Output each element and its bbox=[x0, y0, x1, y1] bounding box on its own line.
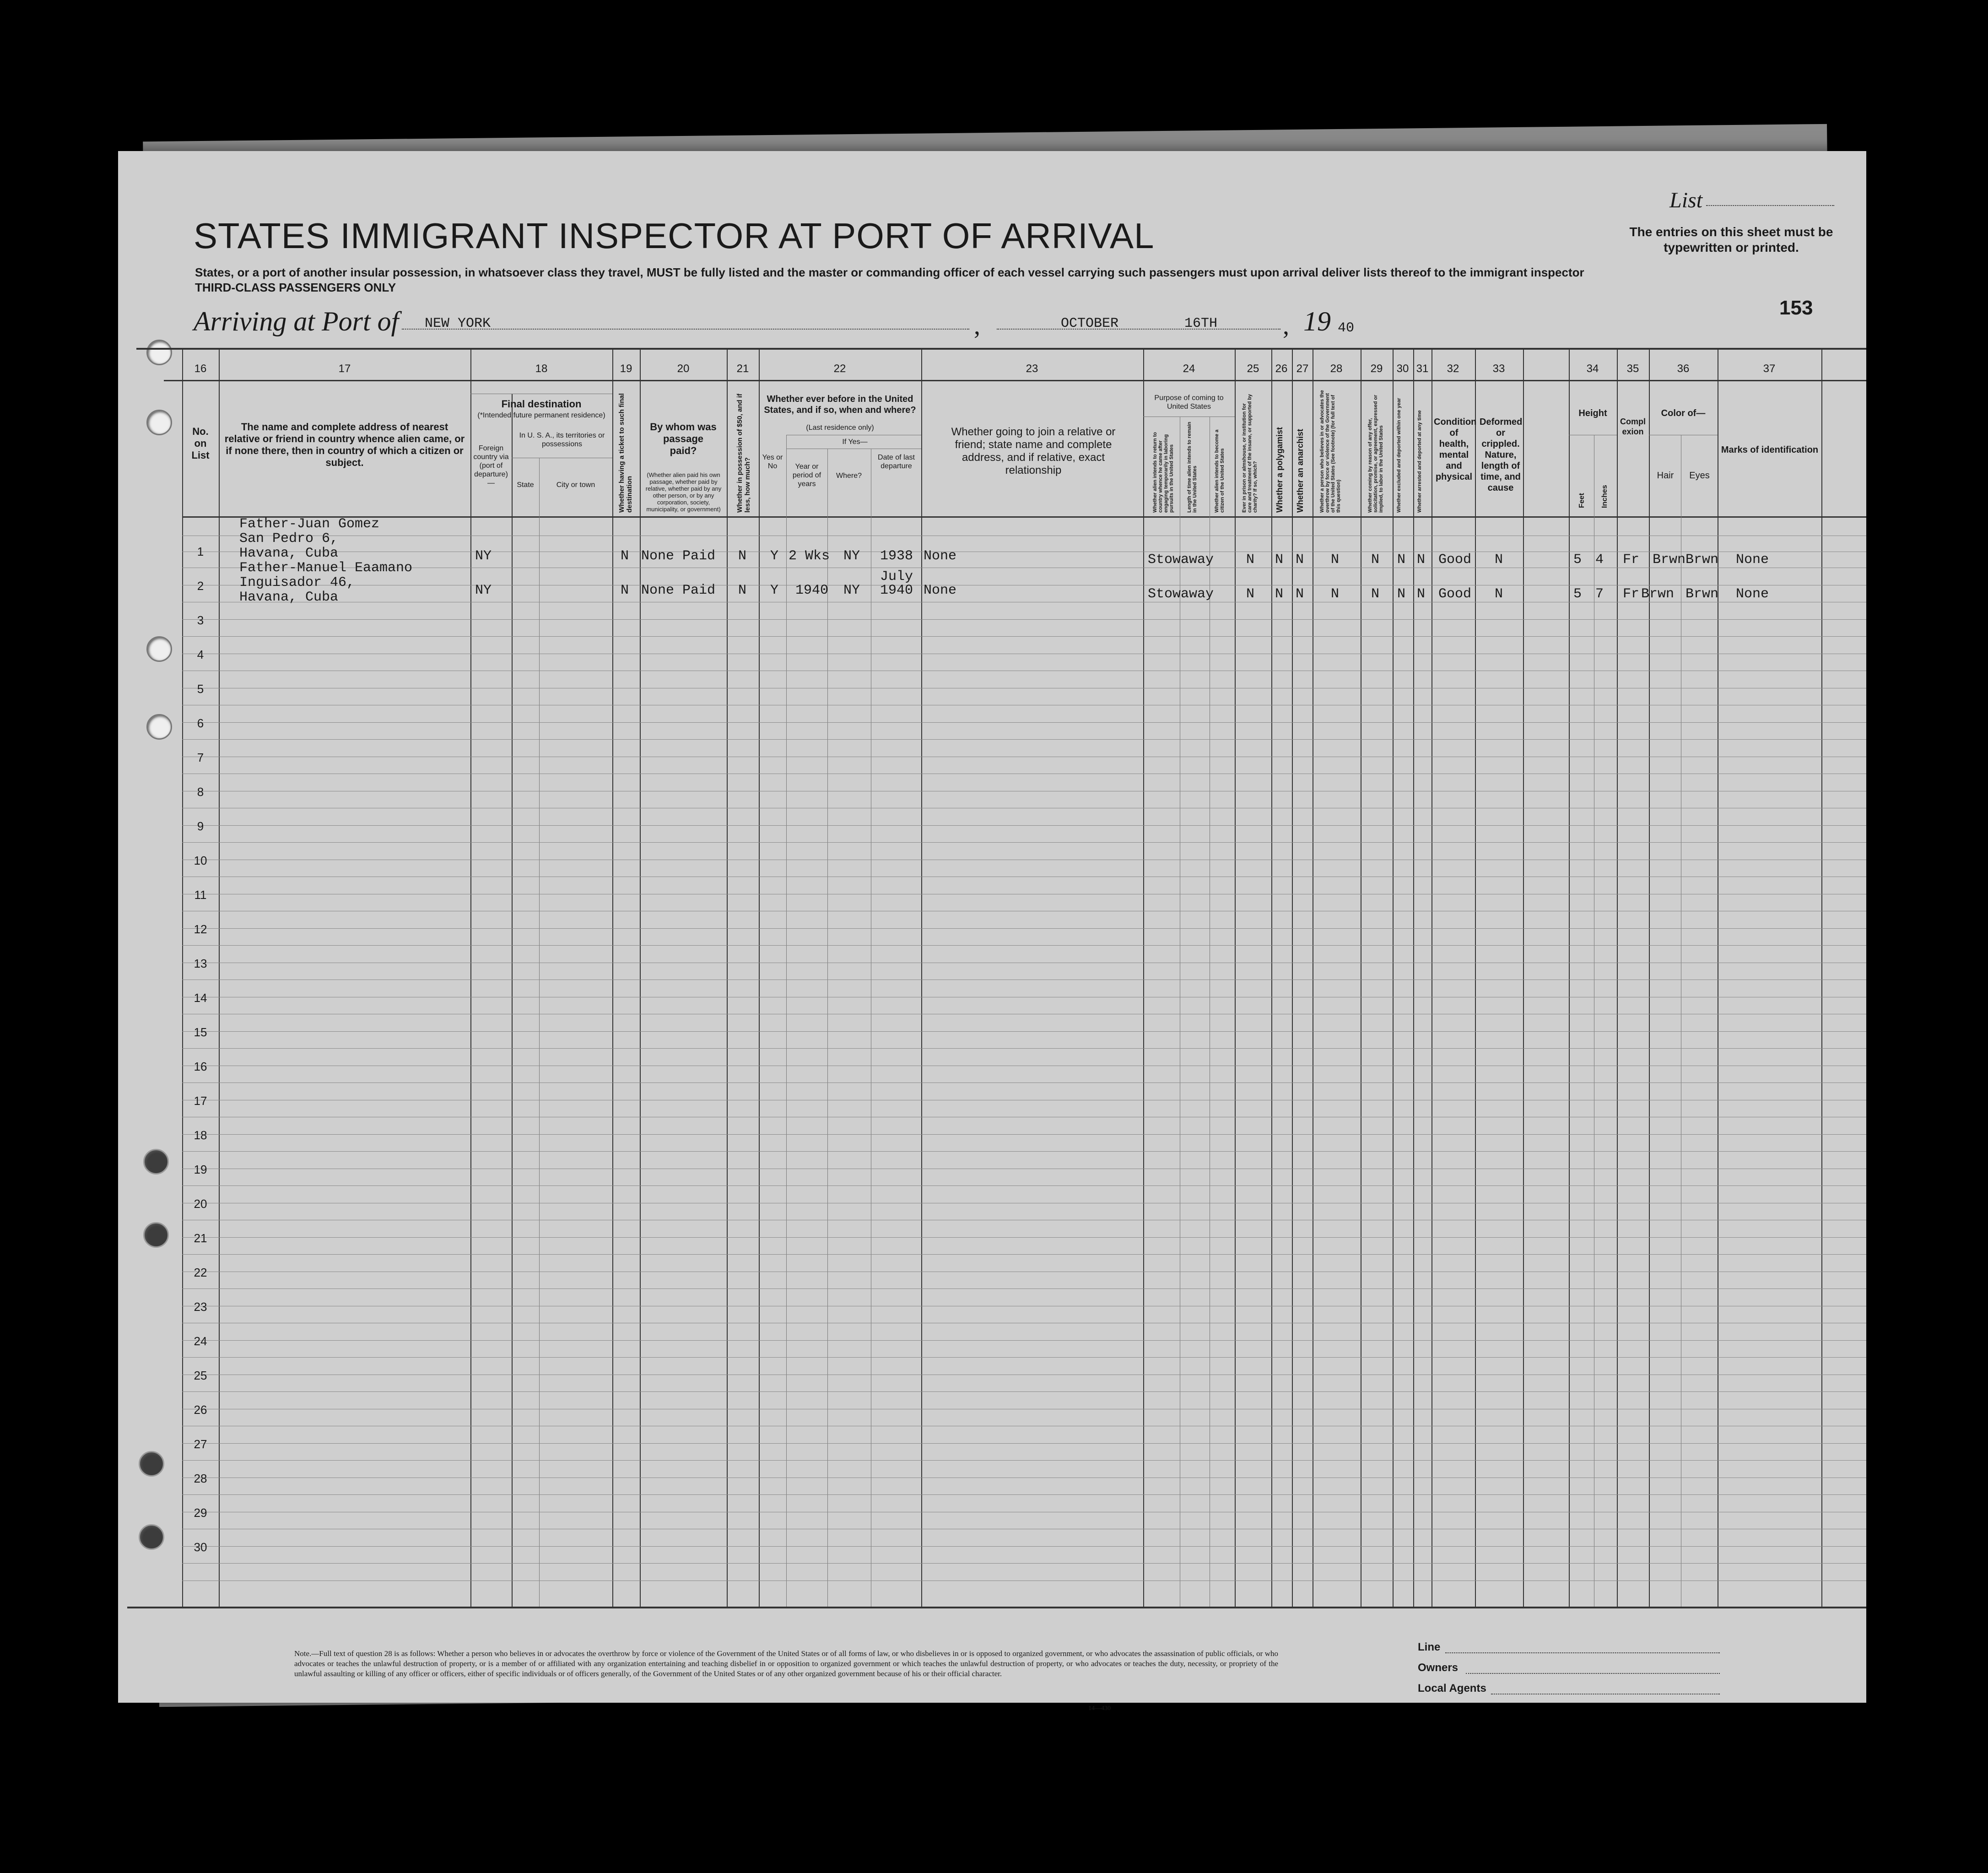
column-rule bbox=[219, 348, 220, 1607]
row-rule bbox=[182, 636, 1866, 637]
owners-field bbox=[1466, 1673, 1720, 1674]
column-number: 27 bbox=[1296, 363, 1309, 375]
row-number: 8 bbox=[197, 785, 204, 799]
row-number: 11 bbox=[194, 888, 207, 902]
footnote: Note.—Full text of question 28 is as follows: Whether a person who believes in or advocates the overthrow by force or violence of the Government of the United States or of all forms of law, or who disbelieves in or is opposed to organized government, or who advocates the assassination of public officials, or who advocates or teaches the unlawful destruction of property, or is a member of or affiliated with any organization entertaining and teaching disbelief in or opposition to organized government or which teaches the unlawful destruction of property, or who advocates or teaches the duty, necessity, or propriety of the unlawful assaulting or killing of any officer or officers, either of specific individuals or of officers generally, of the Government of the United States or of any other organized government because of his or their official character. bbox=[294, 1649, 1278, 1678]
entry-overthrow: N bbox=[1331, 552, 1340, 568]
separator: , bbox=[974, 312, 980, 340]
row-number: 24 bbox=[194, 1334, 207, 1348]
column-number: 20 bbox=[677, 363, 690, 375]
entry-relative-name: Father-Manuel Eaamano bbox=[239, 560, 413, 576]
header-passage-note: (Whether alien paid his own passage, whether paid by relative, whether paid by any other person, or by any corporation, society, municipality, or government) bbox=[645, 471, 722, 513]
column-number: 30 bbox=[1396, 363, 1409, 375]
header-passage-paid: By whom was passage paid? bbox=[650, 421, 717, 456]
row-rule bbox=[182, 1357, 1866, 1358]
row-rule bbox=[182, 1563, 1866, 1564]
entry-ticket: N bbox=[621, 583, 629, 598]
column-number-rule bbox=[164, 380, 1866, 381]
binder-hole bbox=[143, 1149, 169, 1175]
entry-passage-paid: None Paid bbox=[641, 548, 716, 564]
row-rule bbox=[182, 1340, 1866, 1341]
column-number: 19 bbox=[620, 363, 632, 375]
line-field bbox=[1445, 1652, 1720, 1653]
column-rule bbox=[1393, 348, 1394, 1607]
row-number: 20 bbox=[194, 1197, 207, 1211]
row-rule bbox=[182, 1443, 1866, 1444]
entry-inches: 4 bbox=[1595, 552, 1604, 568]
column-number: 32 bbox=[1447, 363, 1459, 375]
entry-period: 1940 bbox=[795, 583, 829, 598]
binder-hole bbox=[146, 410, 172, 435]
entry-marks: None bbox=[1736, 586, 1769, 602]
row-number: 5 bbox=[197, 682, 204, 696]
header-date-departure: Date of last departure bbox=[878, 454, 915, 470]
header-period: Year or period of years bbox=[792, 463, 821, 488]
column-rule bbox=[1413, 348, 1414, 1607]
header-marks: Marks of identification bbox=[1721, 445, 1819, 455]
entry-labor-offer: N bbox=[1371, 552, 1380, 568]
entry-prison: N bbox=[1246, 586, 1255, 602]
row-number: 28 bbox=[194, 1472, 207, 1485]
header-ever-before-note: (Last residence only) bbox=[806, 424, 874, 432]
column-rule bbox=[1143, 348, 1144, 1607]
entry-relative-address: Inguisador 46, bbox=[239, 575, 355, 590]
port-value: NEW YORK bbox=[425, 316, 491, 331]
header-joining: Whether going to join a relative or friend; state name and complete address, and if relative, exact relationship bbox=[951, 426, 1116, 476]
header-final-destination: Final destination bbox=[501, 398, 582, 410]
entry-hair: Brwn bbox=[1641, 586, 1675, 602]
column-rule bbox=[1523, 348, 1524, 1607]
entry-relative-name: Father-Juan Gomez bbox=[239, 516, 380, 532]
form-code: 14—430 bbox=[1088, 1705, 1111, 1712]
list-number-line bbox=[1706, 205, 1834, 206]
page-title: STATES IMMIGRANT INSPECTOR AT PORT OF ARRIVAL bbox=[194, 216, 1155, 256]
column-rule bbox=[512, 394, 513, 1607]
row-rule bbox=[182, 1391, 1866, 1392]
date-line bbox=[997, 329, 1280, 330]
column-rule bbox=[1475, 348, 1476, 1607]
entry-eyes: Brwn bbox=[1685, 552, 1719, 568]
header-nearest-relative: The name and complete address of nearest relative or friend in country whence alien came, or if none there, then in country of which a citizen or subject. bbox=[224, 421, 465, 468]
entry-relative-city: Havana, Cuba bbox=[239, 546, 339, 561]
row-number: 17 bbox=[194, 1094, 207, 1108]
entry-passage-paid: None Paid bbox=[641, 583, 716, 598]
row-number: 25 bbox=[194, 1369, 207, 1382]
column-rule bbox=[1235, 348, 1236, 1607]
row-rule bbox=[182, 1134, 1866, 1135]
row-rule bbox=[182, 825, 1866, 826]
entry-fifty-dollars: N bbox=[738, 583, 747, 598]
entry-joining: None bbox=[924, 583, 957, 598]
column-rule bbox=[1569, 348, 1570, 1607]
binder-hole bbox=[143, 1222, 169, 1248]
header-purpose-return: Whether alien intends to return to country whence he came after engaging temporarily in laboring pursuits in the United States bbox=[1152, 432, 1174, 513]
header-no-on-list: No. on List bbox=[191, 426, 210, 461]
column-number: 24 bbox=[1183, 363, 1195, 375]
column-number: 23 bbox=[1026, 363, 1038, 375]
header-eyes: Eyes bbox=[1689, 471, 1710, 481]
entry-deformed: N bbox=[1495, 552, 1503, 568]
entry-feet: 5 bbox=[1573, 552, 1582, 568]
row-rule bbox=[182, 1254, 1866, 1255]
header-hair: Hair bbox=[1657, 471, 1674, 481]
row-number: 30 bbox=[194, 1540, 207, 1554]
column-number: 33 bbox=[1492, 363, 1505, 375]
header-yes-no: Yes or No bbox=[762, 454, 783, 470]
entry-purpose: Stowaway bbox=[1148, 552, 1214, 568]
class-note: THIRD-CLASS PASSENGERS ONLY bbox=[195, 281, 396, 294]
binder-hole bbox=[139, 1451, 164, 1477]
binder-hole bbox=[146, 340, 172, 365]
row-number: 9 bbox=[197, 819, 204, 833]
entry-eyes: Brwn bbox=[1685, 586, 1719, 602]
entry-polygamist: N bbox=[1275, 586, 1284, 602]
column-number: 28 bbox=[1330, 363, 1343, 375]
entry-prison: N bbox=[1246, 552, 1255, 568]
column-rule bbox=[182, 348, 183, 1607]
binder-hole bbox=[146, 636, 172, 662]
row-rule bbox=[182, 1546, 1866, 1547]
year-prefix: 19 bbox=[1303, 306, 1331, 336]
row-rule bbox=[182, 619, 1866, 620]
row-number: 6 bbox=[197, 716, 204, 730]
header-purpose-length: Length of time alien intends to remain in the United States bbox=[1187, 422, 1198, 513]
header-excluded: Whether excluded and deported within one year bbox=[1396, 398, 1402, 513]
column-rule bbox=[470, 348, 471, 1607]
entry-health: Good bbox=[1438, 586, 1472, 602]
entry-relative-city: Havana, Cuba bbox=[239, 590, 339, 605]
manifest-sheet bbox=[118, 151, 1866, 1712]
entry-feet: 5 bbox=[1573, 586, 1582, 602]
header-city: City or town bbox=[556, 481, 595, 489]
entry-complexion: Fr bbox=[1623, 552, 1640, 568]
year-suffix: 40 bbox=[1338, 320, 1355, 336]
instructions-text: States, or a port of another insular possession, in whatsoever class they travel, MUST be fully listed and the master or commanding officer of each vessel carrying such passengers must upon arrival deliver lists thereof to the immigrant inspector bbox=[195, 265, 1584, 279]
entry-purpose: Stowaway bbox=[1148, 586, 1214, 602]
row-rule bbox=[182, 1288, 1866, 1289]
column-number: 18 bbox=[535, 363, 548, 375]
column-rule bbox=[1617, 348, 1618, 1607]
row-rule bbox=[182, 928, 1866, 929]
entry-anarchist: N bbox=[1296, 586, 1304, 602]
entry-health: Good bbox=[1438, 552, 1472, 568]
column-rule bbox=[539, 458, 540, 1607]
header-inches: Inches bbox=[1601, 485, 1609, 508]
header-health: Condition of health, mental and physical bbox=[1434, 417, 1477, 482]
row-number: 23 bbox=[194, 1300, 207, 1314]
list-label: List bbox=[1669, 188, 1703, 212]
entry-ever-before: Y bbox=[770, 548, 779, 564]
header-overthrow: Whether a person who believes in or advocates the overthrow by force or violence of the Government of the United States (See footnote) (for full text of this question) bbox=[1319, 390, 1341, 513]
column-number: 26 bbox=[1275, 363, 1288, 375]
header-deformed: Deformed or crippled. Nature, length of time, and cause bbox=[1480, 417, 1523, 493]
binder-hole bbox=[139, 1524, 164, 1550]
header-prison: Ever in prison or almshouse, or institution for care and treatment of the insane, or supported by charity? If so, which? bbox=[1242, 394, 1258, 513]
page-number: 153 bbox=[1779, 297, 1813, 319]
entry-excluded: N bbox=[1397, 586, 1406, 602]
table-top-rule bbox=[136, 348, 1866, 350]
column-number: 22 bbox=[833, 363, 846, 375]
header-feet: Feet bbox=[1578, 493, 1586, 508]
entry-foreign-country: NY bbox=[475, 548, 492, 564]
row-rule bbox=[182, 1237, 1866, 1238]
row-number: 18 bbox=[194, 1128, 207, 1142]
header-purpose: Purpose of coming to United States bbox=[1154, 394, 1224, 411]
header-polygamist: Whether a polygamist bbox=[1275, 427, 1284, 513]
day-value: 16TH bbox=[1184, 316, 1218, 331]
entry-where: NY bbox=[843, 583, 860, 598]
month-value: OCTOBER bbox=[1061, 316, 1119, 331]
column-number: 31 bbox=[1416, 363, 1429, 375]
entry-ticket: N bbox=[621, 548, 629, 564]
column-number: 37 bbox=[1763, 363, 1776, 375]
row-number: 13 bbox=[194, 957, 207, 970]
column-number: 29 bbox=[1370, 363, 1383, 375]
column-number: 16 bbox=[194, 363, 207, 375]
row-rule bbox=[182, 1460, 1866, 1461]
entry-marks: None bbox=[1736, 552, 1769, 568]
row-number: 29 bbox=[194, 1506, 207, 1520]
header-color-of: Color of— bbox=[1661, 408, 1706, 418]
arriving-label: Arriving at Port of bbox=[194, 306, 399, 336]
entry-overthrow: N bbox=[1331, 586, 1340, 602]
row-number: 1 bbox=[197, 545, 204, 558]
entry-where: NY bbox=[843, 548, 860, 564]
header-where: Where? bbox=[836, 472, 862, 480]
column-rule bbox=[1271, 348, 1272, 1607]
header-ticket: Whether having a ticket to such final destination bbox=[618, 393, 633, 513]
entry-deported: N bbox=[1417, 552, 1426, 568]
binder-hole bbox=[146, 714, 172, 740]
header-anarchist: Whether an anarchist bbox=[1296, 428, 1305, 513]
entry-polygamist: N bbox=[1275, 552, 1284, 568]
entry-deported: N bbox=[1417, 586, 1426, 602]
entry-departure-month: July bbox=[880, 569, 913, 585]
header-deported: Whether arrested and deported at any time bbox=[1417, 410, 1422, 513]
header-complexion: Complexion bbox=[1620, 417, 1646, 436]
row-number: 2 bbox=[197, 579, 204, 593]
header-if-yes: If Yes— bbox=[842, 438, 868, 446]
column-rule bbox=[759, 348, 760, 1607]
row-number: 26 bbox=[194, 1403, 207, 1417]
row-number: 12 bbox=[194, 922, 207, 936]
row-number: 7 bbox=[197, 751, 204, 764]
column-rule bbox=[827, 449, 828, 1607]
separator: , bbox=[1283, 312, 1289, 340]
table-bottom-rule bbox=[127, 1607, 1866, 1608]
header-ever-before: Whether ever before in the United States, and if so, when and where? bbox=[764, 394, 916, 415]
entry-complexion: Fr bbox=[1623, 586, 1640, 602]
header-bottom-rule bbox=[182, 516, 1866, 518]
header-labor-offer: Whether coming by reason of any offer, solicitation, promise, or agreement, expressed or implied, to labor in the United States bbox=[1367, 395, 1384, 513]
column-number: 36 bbox=[1677, 363, 1690, 375]
header-purpose-citizen: Whether alien intends to become a citizen of the United States bbox=[1214, 429, 1225, 513]
header-final-destination-note: (*Intended future permanent residence) bbox=[477, 411, 605, 419]
entry-foreign-country: NY bbox=[475, 583, 492, 598]
entry-joining: None bbox=[924, 548, 957, 564]
entry-departure-year: 1938 bbox=[880, 548, 913, 564]
row-rule bbox=[182, 1494, 1866, 1495]
column-rule bbox=[612, 348, 613, 1607]
column-number: 17 bbox=[338, 363, 351, 375]
row-number: 27 bbox=[194, 1437, 207, 1451]
header-state: State bbox=[517, 481, 534, 489]
owners-label: Owners bbox=[1418, 1662, 1459, 1674]
row-number: 3 bbox=[197, 613, 204, 627]
column-number: 21 bbox=[736, 363, 749, 375]
entry-departure-year: 1940 bbox=[880, 583, 913, 598]
entry-labor-offer: N bbox=[1371, 586, 1380, 602]
row-rule bbox=[182, 739, 1866, 740]
row-number: 14 bbox=[194, 991, 207, 1005]
header-height: Height bbox=[1578, 408, 1607, 418]
row-number: 15 bbox=[194, 1025, 207, 1039]
column-rule bbox=[1292, 348, 1293, 1607]
column-number: 35 bbox=[1626, 363, 1639, 375]
row-rule bbox=[182, 1031, 1866, 1032]
entry-period: 2 Wks bbox=[789, 548, 830, 564]
row-rule bbox=[182, 842, 1866, 843]
row-number: 10 bbox=[194, 854, 207, 867]
entry-ever-before: Y bbox=[770, 583, 779, 598]
column-rule bbox=[921, 348, 922, 1607]
column-number: 34 bbox=[1586, 363, 1599, 375]
header-in-usa: In U. S. A., its territories or possessions bbox=[519, 432, 605, 448]
row-number: 16 bbox=[194, 1060, 207, 1073]
row-rule bbox=[182, 1048, 1866, 1049]
entries-note: The entries on this sheet must be typewritten or printed. bbox=[1629, 225, 1833, 254]
column-rule bbox=[1649, 348, 1650, 1607]
local-agents-label: Local Agents bbox=[1418, 1682, 1486, 1694]
column-rule bbox=[1821, 348, 1822, 1607]
row-number: 19 bbox=[194, 1163, 207, 1176]
entry-inches: 7 bbox=[1595, 586, 1604, 602]
row-number: 4 bbox=[197, 648, 204, 661]
row-number: 22 bbox=[194, 1266, 207, 1279]
entry-excluded: N bbox=[1397, 552, 1406, 568]
header-fifty-dollars: Whether in possession of $50, and if less, how much? bbox=[736, 393, 751, 513]
line-label: Line bbox=[1418, 1641, 1441, 1653]
row-rule bbox=[182, 1151, 1866, 1152]
header-foreign-country: Foreign country via (port of departure)— bbox=[473, 444, 509, 487]
entry-fifty-dollars: N bbox=[738, 548, 747, 564]
entry-hair: Brwn bbox=[1653, 552, 1686, 568]
entry-deformed: N bbox=[1495, 586, 1503, 602]
column-number: 25 bbox=[1247, 363, 1259, 375]
row-rule bbox=[182, 722, 1866, 723]
row-rule bbox=[182, 945, 1866, 946]
column-rule bbox=[727, 348, 728, 1607]
entry-anarchist: N bbox=[1296, 552, 1304, 568]
entry-relative-address: San Pedro 6, bbox=[239, 531, 339, 547]
column-rule bbox=[786, 435, 787, 1607]
row-number: 21 bbox=[194, 1231, 207, 1245]
column-rule bbox=[640, 348, 641, 1607]
